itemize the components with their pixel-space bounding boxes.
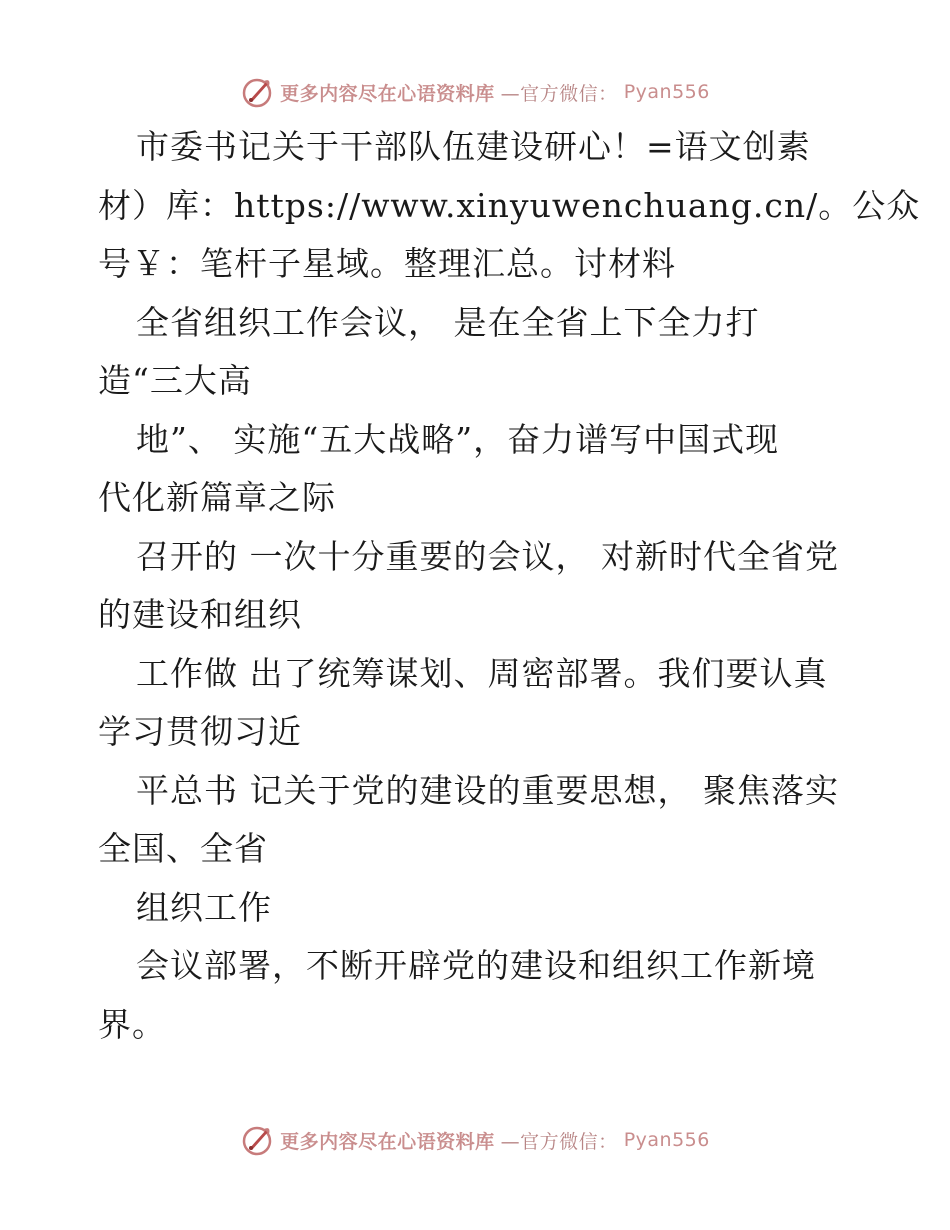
banner-wechat-label: —官方微信： [500, 1130, 618, 1153]
document-body [98, 118, 921, 1054]
banner-wechat-label: —官方微信： [500, 82, 618, 105]
text-line: 代化新篇章之际 [98, 478, 336, 517]
banner-wechat-id: Pyan556 [623, 1129, 710, 1151]
text-line: 组织工作 [136, 887, 272, 927]
text-line: 地”、 实施“五大战略”，奋力谱写中国式现 [136, 419, 780, 459]
text-line: 工作做 出了统筹谋划、周密部署。我们要认真 [136, 653, 828, 693]
banner-library-text: 更多内容尽在心语资料库 [280, 1130, 495, 1153]
text-line: 市委书记关于干部队伍建设研心！=语文创素 [136, 127, 811, 166]
text-line: 界。 [98, 1004, 166, 1044]
text-line: 召开的 一次十分重要的会议， 对新时代全省党 [136, 536, 839, 576]
text-line: 的建设和组织 [98, 595, 302, 634]
footer-banner [0, 1120, 950, 1160]
text-line: 造“三大高 [98, 361, 252, 400]
text-line: 学习贯彻习近 [98, 712, 302, 751]
quill-logo-icon [240, 75, 274, 109]
text-line: 会议部署，不断开辟党的建设和组织工作新境 [136, 946, 816, 985]
quill-logo-icon [240, 1123, 274, 1157]
text-line: 材）库：https://www.xinyuwenchuang.cn/。公众 [98, 185, 921, 225]
text-line: 全国、全省 [98, 829, 268, 868]
text-line: 平总书 记关于党的建设的重要思想， 聚焦落实 [136, 770, 839, 810]
banner-wechat-id: Pyan556 [623, 81, 710, 103]
text-line: 号￥：笔杆子星域。整理汇总。讨材料 [98, 244, 676, 283]
text-line: 全省组织工作会议， 是在全省上下全力打 [136, 302, 760, 342]
header-banner [0, 72, 950, 112]
banner-library-text: 更多内容尽在心语资料库 [280, 82, 495, 105]
